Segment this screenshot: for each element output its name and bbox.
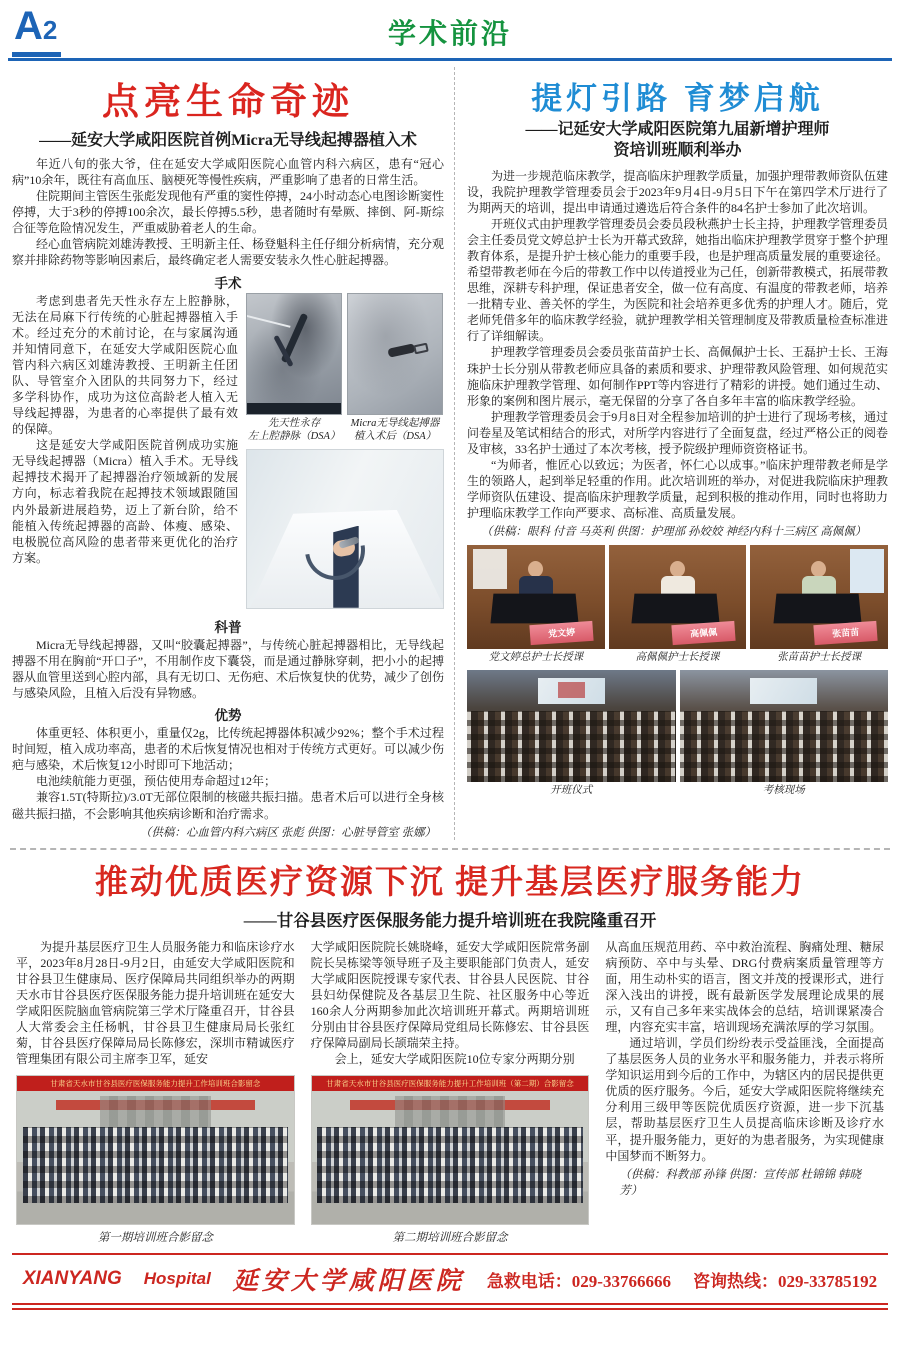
- micra-capsule-shape: [387, 343, 415, 357]
- subtitle-line: 资培训班顺利举办: [613, 141, 742, 159]
- lecture-photo-3-caption: 张苗苗护士长授课: [777, 652, 862, 664]
- right-paragraph: 护理教学管理委员会于9月8日对全程参加培训的护士进行了现场考核，通过问卷星及笔试相结合的形式，对所学内容进行了全面复盘，经过严格公正的阅卷及审核，33名护士通过了本次考核，授予院级护理师资资格证书。: [467, 409, 888, 456]
- name-card: 党文婷: [530, 621, 595, 645]
- exam-scene-photo: [680, 670, 889, 782]
- hall-photo-1-block: [467, 670, 676, 797]
- micra-tether-shape: [413, 342, 429, 354]
- opening-ceremony-photo: [467, 670, 676, 782]
- lecture-photo-3-block: [750, 545, 888, 664]
- projection-screen-shape: [850, 549, 884, 593]
- subtitle-line: ——记延安大学咸阳医院第九届新增护理师: [525, 121, 830, 138]
- group-crowd-shape: [23, 1127, 289, 1204]
- caption-line: 左上腔静脉（DSA）: [247, 430, 341, 442]
- left-article-subtitle: ——延安大学咸阳医院首例Micra无导线起搏器植入术: [39, 132, 417, 149]
- group-photo-1: [16, 1075, 295, 1225]
- footer-brand-en2: Hospital: [143, 1269, 211, 1289]
- lecturer-head-shape: [528, 561, 543, 577]
- bottom-column-3: [605, 939, 884, 1246]
- left-subhead-surgery: 手术: [214, 275, 242, 291]
- lecture-photo-2: [609, 545, 747, 649]
- name-card: 高佩佩: [671, 621, 736, 645]
- page-number-letter: A: [14, 4, 43, 48]
- lecture-photo-1-block: [467, 545, 605, 664]
- footer-emergency-phone: 急救电话：029-33766666: [486, 1271, 671, 1291]
- left-paragraph: 住院期间主管医生张彪发现他有严重的窦性停搏，24小时动态心电图诊断窦性停搏，大于3秒的停搏100余次，最长停搏5.5秒，患者随时有晕厥、摔倒、阿-斯综合征等危险情况发生，严重威胁着老人的生命。: [12, 189, 445, 236]
- right-article-credit: （供稿：眼科 付音 马英利 供图：护理部 孙姣姣 神经内科十三病区 高佩佩）: [481, 526, 867, 539]
- footer-brand-en: XIANYANG: [22, 1268, 122, 1290]
- whiteboard-shape: [473, 549, 507, 589]
- section-divider: [10, 848, 890, 850]
- group-photo-2-banner: 甘肃省天水市甘谷县医疗医保服务能力提升工作培训班（第二期）合影留念: [312, 1076, 589, 1091]
- caption-line: 先天性永存: [267, 417, 321, 429]
- right-paragraph: 护理教学管理委员会委员张苗苗护士长、高佩佩护士长、王磊护士长、王海珠护士长分别从带教老师应具备的素质和要求、护理带教风险管理、如何规范实施临床护理教学管理、如何制作PPT等内容进行了精彩的讲授。她们通过生动、形象的案例和图片展示，毫无保留的分享了各自多年丰富的临床教学经验。: [467, 345, 888, 408]
- hall-photo-2-caption: 考核现场: [762, 785, 805, 797]
- dsa-image-1-caption: [246, 417, 342, 443]
- name-card: 张苗苗: [813, 621, 878, 645]
- dsa-image-1-block: [246, 293, 342, 443]
- lecture-photo-2-caption: 高佩佩护士长授课: [635, 652, 720, 664]
- left-paragraph: 电池续航能力更强，预估使用寿命超过12年；: [36, 774, 277, 789]
- lecture-photo-3: [750, 545, 888, 649]
- bottom-paragraph: 从高血压规范用药、卒中救治流程、胸痛处理、糖尿病预防、卒中与头晕、DRG付费病案质量管理等方面，用生动朴实的语言，图文并茂的授课形式，进行深入浅出的讲授，既有最新医学发展理论成果的展示，又有自己多年来实战体会的总结，培训课紧凑合理，内容充实丰富，培训现场充满浓厚的学习氛围。: [605, 939, 885, 1034]
- laptop-shape: [774, 594, 862, 624]
- hall-screen-shape: [750, 678, 817, 704]
- dsa-image-2-block: [347, 293, 443, 443]
- left-subhead-advantage: 优势: [214, 708, 242, 724]
- right-paragraph: 为进一步规范临床教学，提高临床护理教学质量，加强护理带教师资队伍建设，我院护理教学管理委员会于2023年9月4日-9月5日下午在第四学术厅进行了为期两天的培训，提出申请通过遴选后符合条件的84名护士参加了此次培训。: [467, 168, 888, 215]
- caption-line: Micra无导线起搏器: [350, 417, 440, 429]
- bottom-paragraph: 会上，延安大学咸阳医院10位专家分两期分别: [334, 1052, 575, 1067]
- lecture-photo-1-caption: 党文婷总护士长授课: [488, 652, 584, 664]
- page-header: [0, 0, 900, 58]
- left-subhead-science: 科普: [214, 619, 242, 635]
- hall-screen-shape: [538, 678, 605, 704]
- bottom-paragraph: 通过培训，学员们纷纷表示受益匪浅，全面提高了基层医务人员的业务水平和服务能力，并表示将所学知识运用到今后的工作中，为辖区内的居民提供更优质的医疗服务。今后，延安大学咸阳医院将继续充分利用三级甲等医院优质医疗资源，进一步下沉基层，帮助基层医疗卫生人员提高临床诊断及诊疗水平，提升服务能力，更好的为患者服务，为实现健康中国梦而不断努力。: [605, 1036, 885, 1163]
- lecture-photo-2-block: [609, 545, 747, 664]
- laptop-shape: [632, 594, 720, 624]
- hall-photo-row: [467, 670, 888, 797]
- dsa-xray-image-1: [246, 293, 342, 415]
- bottom-article-credit: （供稿：科教部 孙锋 供图：宣传部 杜锦锦 韩晓芳）: [619, 1168, 861, 1197]
- dsa-image-row: [246, 293, 444, 443]
- right-article-title: 提灯引路 育梦启航: [531, 81, 824, 116]
- hall-photo-2-block: [680, 670, 889, 797]
- audience-shape: [467, 711, 676, 783]
- dsa-xray-image-2: [347, 293, 443, 415]
- bottom-paragraph: 为提升基层医疗卫生人员服务能力和临床诊疗水平，2023年8月28日-9月2日，由延安大学咸阳医院和甘谷县卫生健康局、医疗保障局共同组织举办的两期天水市甘谷县医疗医保服务能力提升培训班在延安大学咸阳医院脑血管病院第三学术厅隆重召开，甘谷县人大常委会主任杨帆，甘谷县卫生健康局局长张红菊，甘谷县医疗保障局局长陈修宏，深圳市精诚医疗管理集团有限公司主席李卫军，延安: [16, 939, 295, 1067]
- bottom-article-subtitle: ——甘谷县医疗医保服务能力提升培训班在我院隆重召开: [243, 910, 657, 930]
- catheter-line: [246, 314, 291, 328]
- footer-hospital-name: 延安大学咸阳医院: [232, 1268, 465, 1296]
- group-photo-1-banner: 甘肃省天水市甘谷县医疗医保服务能力提升工作培训班合影留念: [17, 1076, 294, 1091]
- left-article-media: [246, 293, 444, 609]
- article-right: [454, 67, 888, 840]
- main-content: [0, 61, 900, 840]
- left-paragraph: 考虑到患者先天性永存左上腔静脉，无法在局麻下行传统的心脏起搏器植入手术。经过充分的术前讨论，在与家属沟通并知情同意下，在延安大学咸阳医院心血管内科六病区刘雄涛教授、王明新主任团队、导管室介入团队的共同努力下，经过多学科协作，成功为这位高龄老人植入无导线起搏器，为患者的心率提供了最有效的保障。: [12, 293, 238, 437]
- bottom-article-title: 推动优质医疗资源下沉 提升基层医疗服务能力: [94, 864, 806, 901]
- bottom-paragraph: 大学咸阳医院院长姚晓峰，延安大学咸阳医院常务副院长吴栋梁等领导班子及主要职能部门负责人，延安大学咸阳医院授课专家代表、甘谷县人民医院、甘谷县妇幼保健院及各基层卫生院、社区服务中心等近160余人分两期参加此次培训班开幕式。两期培训班分别由甘谷县医疗保障局党组局长陈修宏、甘谷县医疗保障局副局长颉瑞荣主持。: [310, 939, 590, 1051]
- image-bottom-strip: [247, 403, 341, 414]
- group-photo-2: [311, 1075, 590, 1225]
- right-paragraph: 开班仪式由护理教学管理委员会委员段秋燕护士长主持，护理教学管理委员会主任委员党文婷总护士长为开幕式致辞，她指出临床护理教学贯穿于整个护理教育体系，是提升护士核心能力的重要手段，也是护理高质量发展的重要途径。希望带教老师在今后的带教工作中以传道授业为己任，创新带教模式，拓展带教思维，深耕专科护理，保证患者安全，做一位有高度、有温度的带教老师，培养一批精专业、善关怀的学生，为医院和社会培养更多优秀的护理人才。随后，党老师凭借多年的临床教学经验，就护理教学相关管理制度及带教质量检查标准进行了详细解读。: [467, 216, 888, 344]
- left-paragraph: 兼容1.5T(特斯拉)/3.0T无部位限制的核磁共振扫描。患者术后可以进行全身核磁共振扫描，不会影响其他疾病诊断和治疗需求。: [12, 790, 444, 821]
- section-title: 学术前沿: [387, 19, 512, 50]
- lecturer-head-shape: [811, 561, 826, 577]
- page-footer: [12, 1253, 888, 1310]
- bottom-column-2: [311, 939, 590, 1246]
- audience-shape: [680, 711, 889, 783]
- hall-photo-1-caption: 开班仪式: [550, 785, 593, 797]
- right-article-subtitle: [467, 120, 888, 162]
- left-article-credit: （供稿：心血管内科六病区 张彪 供图：心脏导管室 张娜）: [139, 826, 436, 839]
- left-paragraph: 经心血管病院刘雄涛教授、王明新主任、杨登魁科主任仔细分析病情，充分观察并排除药物等影响因素后，最终确定老人需要安装永久性心脏起搏器。: [12, 237, 445, 268]
- caption-line: 植入术后（DSA）: [353, 430, 437, 442]
- bottom-columns: [0, 939, 900, 1246]
- article-left: [12, 67, 454, 840]
- left-article-title: 点亮生命奇迹: [102, 82, 354, 123]
- left-paragraph: 年近八旬的张大爷，住在延安大学咸阳医院心血管内科六病区，患有“冠心病”10余年，既往有高血压、脑梗死等慢性疾病，严重影响了患者的日常生活。: [12, 157, 444, 188]
- footer-hotline-phone: 咨询热线：029-33785192: [692, 1271, 878, 1291]
- dsa-image-2-caption: [347, 417, 443, 443]
- article-bottom: [0, 856, 900, 1246]
- lecture-photo-1: [467, 545, 605, 649]
- left-paragraph: 体重更轻、体积更小，重量仅2g，比传统起搏器体积减少92%；整个手术过程时间短，植入成功率高，患者的术后恢复情况也相对于传统方式更好。可以减少伤疤与感染，术后恢复12小时即可下地活动；: [12, 726, 445, 773]
- lecture-photo-row: [467, 545, 888, 664]
- doctor-holding-capsule-photo: [246, 449, 444, 609]
- left-paragraph: 这是延安大学咸阳医院首例成功实施无导线起搏器（Micra）植入手术。无导线起搏技术揭开了起搏器治疗领域新的发展方向，标志着我院在起搏技术领域跟随国内外最新进展趋势，迈上了新台阶，给不能植入传统起搏器的高龄、体瘦、感染、电极脱位高风险的患者带来更优化的治疗方案。: [12, 438, 238, 565]
- lecturer-head-shape: [670, 561, 685, 577]
- laptop-shape: [490, 594, 578, 624]
- right-paragraph: “为师者，惟匠心以致远；为医者，怀仁心以成事。”临床护理带教老师是学生的领路人，起到举足轻重的作用。此次培训班的举办，对促进我院临床护理教学师资队伍建设、提高临床护理教学质量，起到积极的推动作用，同时也将助力护理临床教学工作向严要求、高标准、高质量发展。: [467, 458, 888, 521]
- page-number-digit: 2: [42, 15, 58, 45]
- bottom-column-1: [16, 939, 295, 1246]
- left-paragraph: Micra无导线起搏器，又叫“胶囊起搏器”，与传统心脏起搏器相比，无导线起搏器不用在胸前“开口子”，不用制作皮下囊袋，而是通过静脉穿刺，把小小的起搏器从血管里送到心腔内部，具有无切口、无伤疤、术后恢复快的优势，减少了创伤与感染风险，且植入后没有异物感。: [12, 637, 445, 701]
- group-crowd-shape: [317, 1127, 583, 1204]
- group-photo-2-caption: 第二期培训班合影留念: [392, 1232, 508, 1245]
- group-photo-1-caption: 第一期培训班合影留念: [97, 1232, 213, 1245]
